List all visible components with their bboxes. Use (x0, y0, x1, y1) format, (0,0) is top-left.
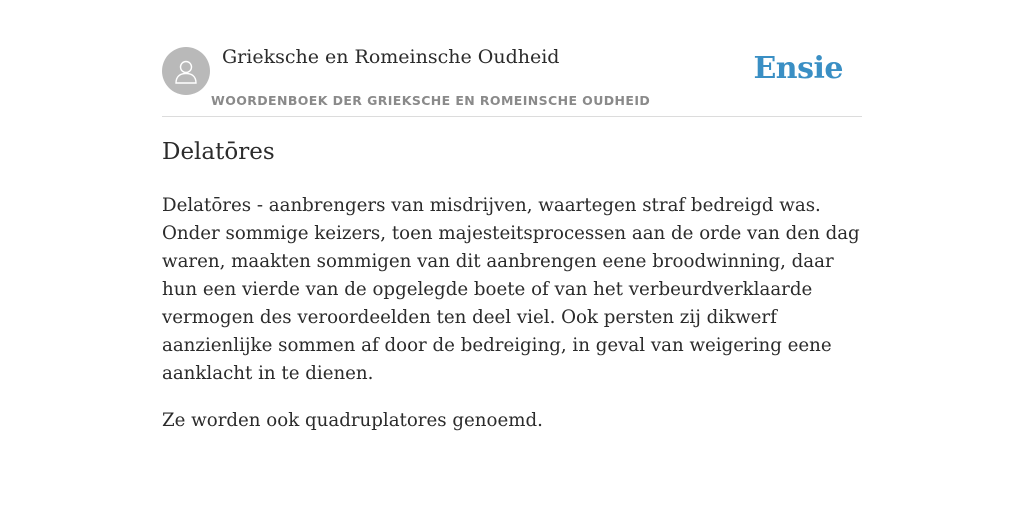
entry-paragraph: Delatōres - aanbrengers van misdrijven, waartegen straf bedreigd was. Onder sommige keizers, toen majesteitsprocessen aan de orde van den dag waren, maakten sommigen van dit aanbrengen eene broodwinning, daar hun een vierde van de opgelegde boete of van het verbeurdverklaarde vermogen des veroordeelden ten deel viel. Ook persten zij dikwerf aanzienlijke sommen af door de bedreiging, in geval van weigering eene aanklacht in te dienen. (162, 195, 860, 384)
source-title[interactable]: Grieksche en Romeinsche Oudheid (222, 46, 560, 68)
source-subtitle: WOORDENBOEK DER GRIEKSCHE EN ROMEINSCHE OUDHEID (211, 93, 651, 108)
source-header (162, 0, 862, 117)
user-icon (172, 57, 200, 85)
page-container (162, 0, 862, 431)
brand-logo-link[interactable]: Ensie (753, 51, 843, 86)
entry-paragraph: Ze worden ook quadruplatores genoemd. (162, 410, 543, 431)
entry-body (162, 192, 862, 454)
entry-title: Delatōres (162, 139, 275, 165)
avatar[interactable] (162, 47, 210, 95)
